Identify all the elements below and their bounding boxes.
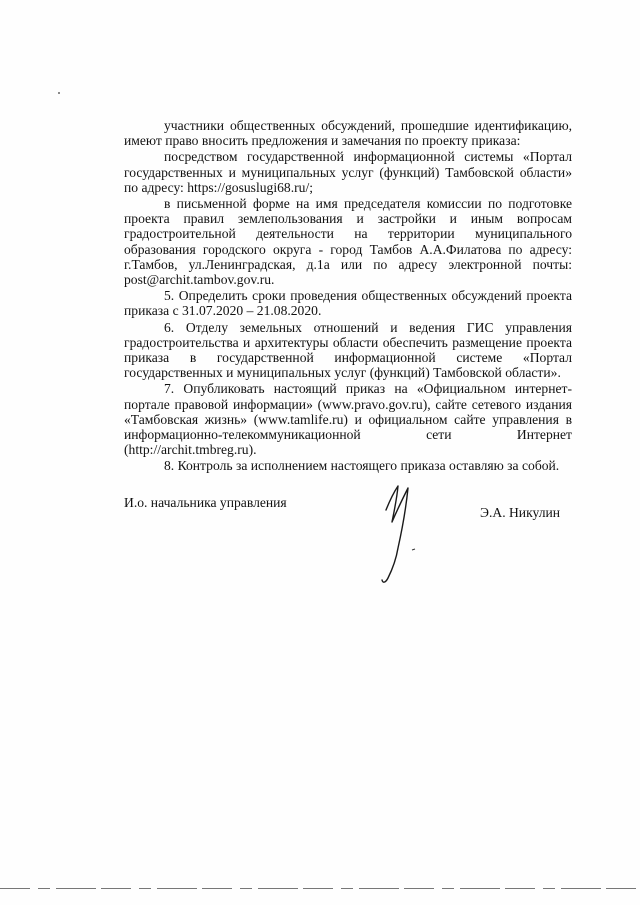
signatory-position: И.о. начальника управления <box>124 495 287 510</box>
paragraph-portal: посредством государственной информационной системы «Портал государственных и муниципальных услуг (функций) Тамбовской области» по адресу: https://gosuslugi68.ru/; <box>124 149 572 195</box>
paragraph-item-5: 5. Определить сроки проведения общественных обсуждений проекта приказа с 31.07.2020 – 21.08.2020. <box>124 288 572 319</box>
document-body <box>124 118 572 474</box>
paragraph-item-6: 6. Отделу земельных отношений и ведения ГИС управления градостроительства и архитектуры области обеспечить размещение проекта приказа в государственной информационной системе «Портал государственных и муниципальных услуг (функций) Тамбовской области». <box>124 319 572 381</box>
paragraph-item-8: 8. Контроль за исполнением настоящего приказа оставляю за собой. <box>164 458 560 474</box>
paragraph-item-7: 7. Опубликовать настоящий приказ на «Официальном интернет-портале правовой информации» (www.pravo.gov.ru), сайте сетевого издания «Тамбовская жизнь» (www.tamlife.ru) и официальном сайте управления в информационно-телекоммуникационной сети Интернет (http://archit.tmbreg.ru). <box>124 381 572 458</box>
paragraph-written-form: в письменной форме на имя председателя комиссии по подготовке проекта правил землепользования и застройки и иным вопросам градостроительной деятельности на территории муниципального образования городского округа - город Тамбов А.А.Филатова по адресу: г.Тамбов, ул.Ленинградская, д.1а или по адресу электронной почты: post@archit.tambov.gov.ru. <box>124 196 572 288</box>
paragraph-participants: участники общественных обсуждений, прошедшие идентификацию, имеют право вносить предложения и замечания по проекту приказа: <box>124 118 572 149</box>
scan-edge-line <box>0 888 640 889</box>
signatory-name: Э.А. Никулин <box>480 505 561 520</box>
handwritten-signature <box>368 478 428 588</box>
scan-speck <box>58 92 60 94</box>
